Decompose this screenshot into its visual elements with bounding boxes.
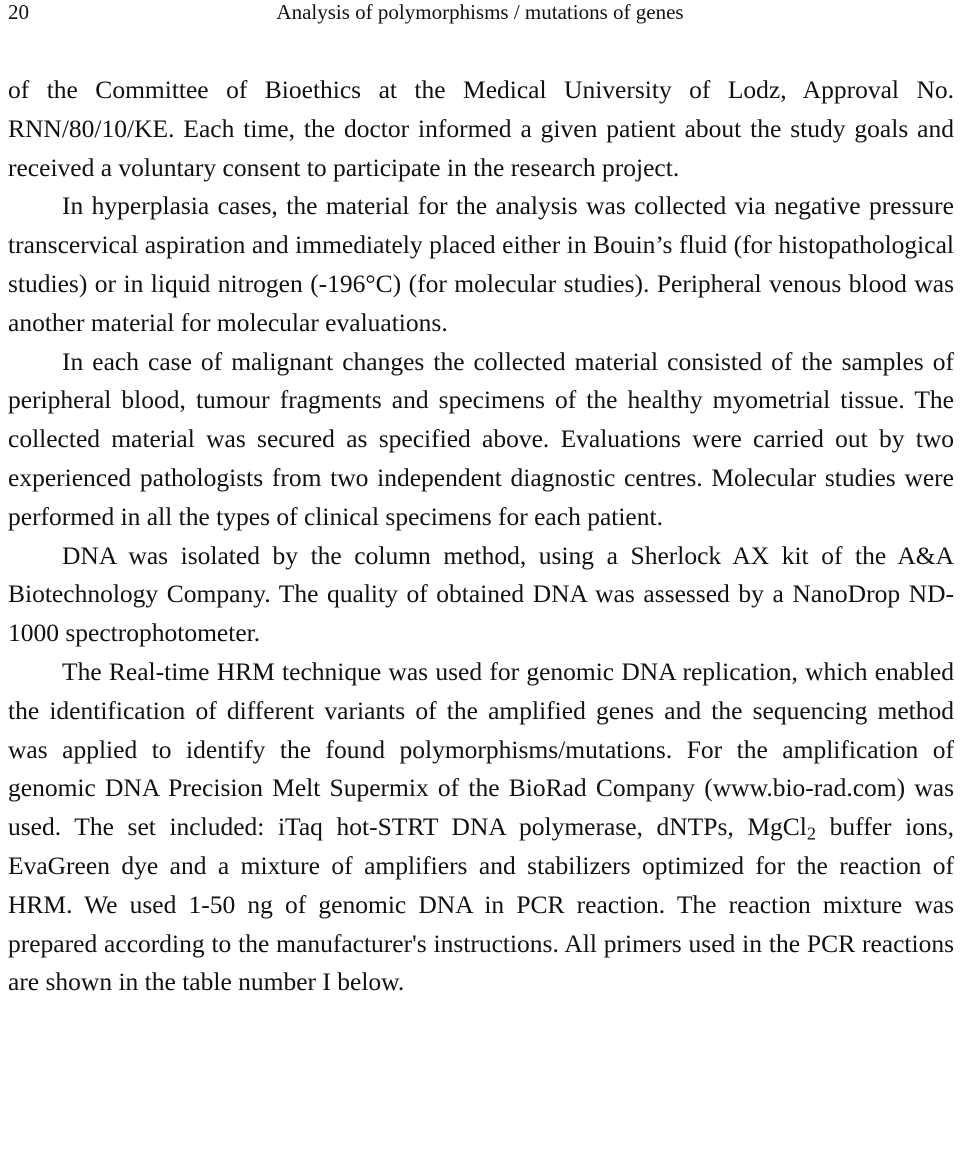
paragraph-malignant-material: In each case of malignant changes the collected material consisted of the samples of peripheral blood, tumour fragments and specimens of the healthy myometrial tissue. The collected material was secured as specified above. Evaluations were carried out by two experienced pathologists from two independent diagnostic centres. Molecular studies were performed in all the types of clinical specimens for each patient. bbox=[8, 346, 954, 531]
page-number: 20 bbox=[8, 0, 29, 24]
page-header bbox=[8, 0, 952, 24]
paragraph-hrm-technique bbox=[8, 653, 954, 1002]
hrm-text-part-1: The Real-time HRM technique was used for genomic DNA replication, which enabled the identification of different variants of the amplified genes and the sequencing method was applied to identify the found polymorphisms/mutations. For the amplification of genomic DNA Precision Melt Supermix of the BioRad Company (www.bio-rad.com) was used. The set included: iTaq hot-STRT DNA polymerase, dNTPs, MgCl bbox=[8, 656, 954, 842]
paragraph-dna-isolation: DNA was isolated by the column method, using a Sherlock AX kit of the A&A Biotechnology Company. The quality of obtained DNA was assessed by a NanoDrop ND-1000 spectrophotometer. bbox=[8, 540, 954, 648]
paragraph-ethics-approval: of the Committee of Bioethics at the Medical University of Lodz, Approval No. RNN/80/10/KE. Each time, the doctor informed a given patient about the study goals and received a voluntary consent to participate in the research project. bbox=[8, 75, 954, 182]
paragraph-hyperplasia-material: In hyperplasia cases, the material for the analysis was collected via negative pressure transcervical aspiration and immediately placed either in Bouin’s fluid (for histopathological studies) or in liquid nitrogen (-196°C) (for molecular studies). Peripheral venous blood was another material for molecular evaluations. bbox=[8, 191, 954, 337]
mgcl-subscript: 2 bbox=[806, 823, 817, 844]
hrm-text-part-2: buffer ions, EvaGreen dye and a mixture of amplifiers and stabilizers optimized for the reaction of HRM. We used 1-50 ng of genomic DNA in PCR reaction. The reaction mixture was prepared according to the manufacturer's instructions. All primers used in the PCR reactions are shown in the table number I below. bbox=[8, 812, 954, 997]
body-text bbox=[8, 71, 954, 1002]
running-title: Analysis of polymorphisms / mutations of genes bbox=[276, 0, 684, 24]
